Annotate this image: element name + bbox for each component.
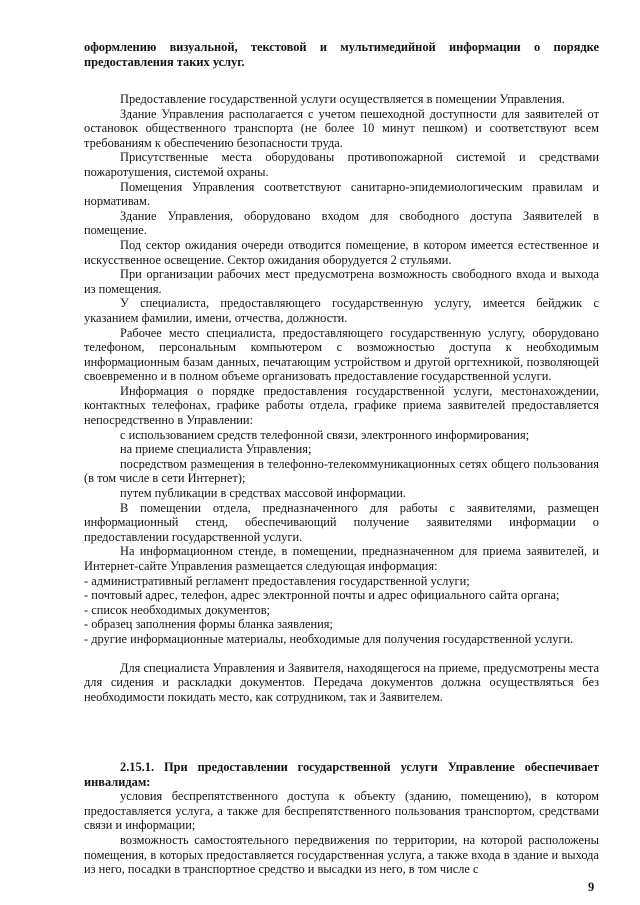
list-item: - почтовый адрес, телефон, адрес электронной почты и адрес официального сайта органа; xyxy=(84,588,560,603)
paragraph: На информационном стенде, в помещении, предназначенном для приема заявителей, и Интернет-сайте Управления размещается следующая информация: xyxy=(84,544,599,573)
section-heading: 2.15.1. При предоставлении государственной услуги Управление обеспечивает инвалидам: xyxy=(84,760,599,789)
paragraph: При организации рабочих мест предусмотрена возможность свободного входа и выхода из помещения. xyxy=(84,267,599,296)
paragraph: Для специалиста Управления и Заявителя, находящегося на приеме, предусмотрены места для сидения и раскладки документов. Передача документов должна осуществляться без необходимости покидать место, как сотрудником, так и Заявителем. xyxy=(84,660,599,704)
list-item: с использованием средств телефонной связи, электронного информирования; xyxy=(120,427,530,442)
page-number: 9 xyxy=(588,880,595,894)
paragraph: условия беспрепятственного доступа к объекту (зданию, помещению), в котором предоставляется услуга, а также для беспрепятственного пользования транспортом, средствами связи и информации; xyxy=(84,789,599,833)
paragraph: У специалиста, предоставляющего государственную услугу, имеется бейджик с указанием фамилии, имени, отчества, должности. xyxy=(84,296,599,325)
list-item: - административный регламент предоставления государственной услуги; xyxy=(84,573,470,588)
list-item: путем публикации в средствах массовой информации. xyxy=(120,486,407,501)
paragraph: Предоставление государственной услуги осуществляется в помещении Управления. xyxy=(120,92,565,106)
list-item: - список необходимых документов; xyxy=(84,602,270,617)
paragraph: Присутственные места оборудованы противопожарной системой и средствами пожаротушения, системой охраны. xyxy=(84,150,599,179)
paragraph: Здание Управления, оборудовано входом для свободного доступа Заявителей в помещение. xyxy=(84,208,599,238)
body-text-block xyxy=(84,92,599,704)
list-item: посредством размещения в телефонно-телекоммуникационных сетях общего пользования (в том числе в сети Интернет); xyxy=(84,456,599,486)
paragraph: Под сектор ожидания очереди отводится помещение, в котором имеется естественное и искусственное освещение. Сектор ожидания оборудуется 2 стульями. xyxy=(84,237,599,267)
paragraph: возможность самостоятельного передвижения по территории, на которой расположены помещения, в которых предоставляется государственная услуга, а также входа в здание и выхода из него, посадки в транспортное средство и высадки из него, в том числе с xyxy=(84,832,599,877)
section-block xyxy=(84,760,599,877)
paragraph: Здание Управления располагается с учетом пешеходной доступности для заявителей от остановок общественного транспорта (не более 10 минут пешком) и соответствуют всем требованиям к обеспечению безопасности труда. xyxy=(84,106,599,150)
list-item: - образец заполнения формы бланка заявления; xyxy=(84,617,333,632)
top-heading-block xyxy=(84,40,599,69)
top-heading: оформлению визуальной, текстовой и мультимедийной информации о порядке предоставления таких услуг. xyxy=(84,40,599,69)
list-item: на приеме специалиста Управления; xyxy=(120,442,312,457)
paragraph: Помещения Управления соответствуют санитарно-эпидемиологическим правилам и нормативам. xyxy=(84,179,599,209)
paragraph: Рабочее место специалиста, предоставляющего государственную услугу, оборудовано телефоном, персональным компьютером с возможностью доступа к необходимым информационным базам данных, печатающим устройством и другой оргтехникой, позволяющей своевременно и в полном объеме организовать предоставление государственной услуги. xyxy=(84,325,599,384)
paragraph: В помещении отдела, предназначенного для работы с заявителями, размещен информационный стенд, обеспечивающий получение заявителями информации о предоставлении государственной услуги. xyxy=(84,500,599,544)
list-item: - другие информационные материалы, необходимые для получения государственной услуги. xyxy=(84,631,574,646)
paragraph: Информация о порядке предоставления государственной услуги, местонахождении, контактных телефонах, графике работы отдела, графике приема заявителей предоставляется непосредственно в Управлении: xyxy=(84,383,599,428)
